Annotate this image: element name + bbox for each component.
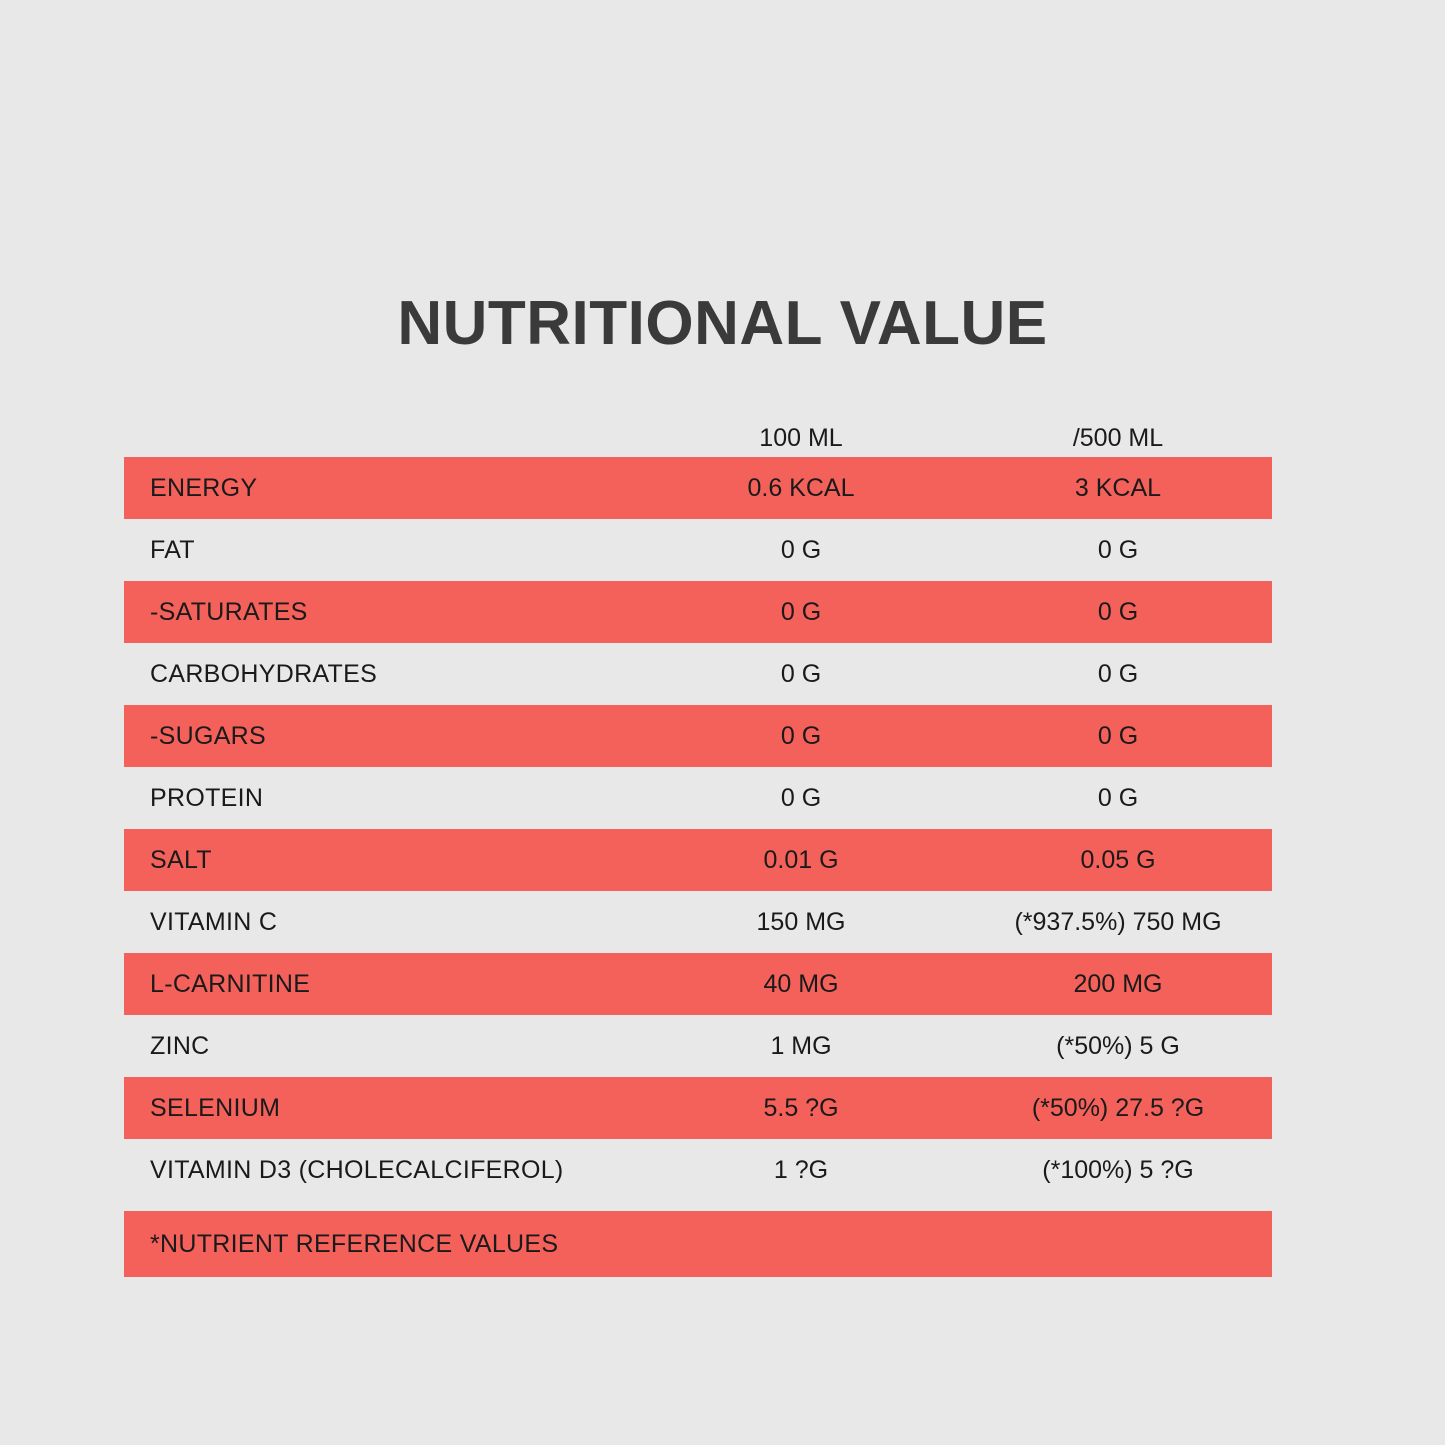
row-value-100ml: 150 MG [756, 907, 846, 936]
row-value-500ml: (*100%) 5 ?G [1042, 1155, 1194, 1184]
row-label: SELENIUM [150, 1093, 281, 1122]
table-row [124, 767, 1272, 829]
row-value-100ml: 0 G [780, 659, 822, 688]
row-value-500ml: (*50%) 5 G [1056, 1031, 1180, 1060]
row-value-500ml: 0 G [1097, 659, 1139, 688]
row-value-500ml: (*937.5%) 750 MG [1014, 907, 1222, 936]
row-value-100ml: 0.6 KCAL [747, 473, 855, 502]
row-label: L-CARNITINE [150, 969, 311, 998]
row-label: VITAMIN D3 (CHOLECALCIFEROL) [150, 1155, 564, 1184]
header-per-100ml: 100 ML [759, 424, 843, 452]
row-value-500ml: 0.05 G [1080, 845, 1156, 874]
row-value-100ml: 0.01 G [763, 845, 839, 874]
table-row [124, 1077, 1272, 1139]
table-row [124, 643, 1272, 705]
row-value-100ml: 0 G [780, 535, 822, 564]
nutrition-table [124, 415, 1272, 1277]
row-value-100ml: 5.5 ?G [763, 1093, 839, 1122]
row-value-500ml: 0 G [1097, 535, 1139, 564]
row-value-100ml: 40 MG [763, 969, 839, 998]
row-value-100ml: 1 MG [770, 1031, 832, 1060]
table-row [124, 891, 1272, 953]
row-value-100ml: 0 G [780, 783, 822, 812]
header-per-500ml: /500 ML [1072, 424, 1164, 452]
footnote-row [124, 1211, 1272, 1277]
table-row [124, 705, 1272, 767]
row-label: CARBOHYDRATES [150, 659, 378, 688]
row-label: FAT [150, 535, 195, 564]
table-row [124, 1139, 1272, 1201]
row-value-500ml: 200 MG [1073, 969, 1163, 998]
row-value-100ml: 1 ?G [773, 1155, 829, 1184]
table-row [124, 829, 1272, 891]
row-value-500ml: (*50%) 27.5 ?G [1031, 1093, 1205, 1122]
row-value-100ml: 0 G [780, 597, 822, 626]
row-value-500ml: 0 G [1097, 783, 1139, 812]
table-header-row [124, 415, 1272, 457]
table-row [124, 953, 1272, 1015]
row-value-100ml: 0 G [780, 721, 822, 750]
table-row [124, 1015, 1272, 1077]
row-value-500ml: 0 G [1097, 721, 1139, 750]
row-label: -SUGARS [150, 721, 267, 750]
row-label: SALT [150, 845, 212, 874]
row-label: -SATURATES [150, 597, 308, 626]
row-value-500ml: 0 G [1097, 597, 1139, 626]
table-row [124, 581, 1272, 643]
row-label: ENERGY [150, 473, 258, 502]
row-value-500ml: 3 KCAL [1074, 473, 1162, 502]
table-row [124, 457, 1272, 519]
row-label: PROTEIN [150, 783, 264, 812]
row-label: ZINC [150, 1031, 210, 1060]
footnote-text: *NUTRIENT REFERENCE VALUES [150, 1229, 559, 1258]
table-row [124, 519, 1272, 581]
row-label: VITAMIN C [150, 907, 278, 936]
page-title: NUTRITIONAL VALUE [397, 289, 1048, 358]
